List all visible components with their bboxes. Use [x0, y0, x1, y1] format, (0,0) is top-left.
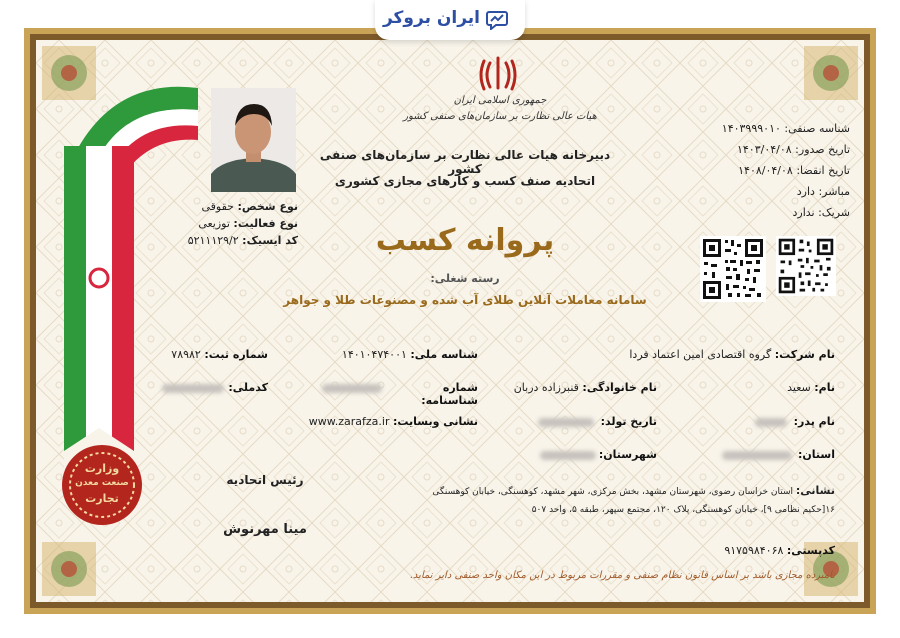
registration-field [160, 348, 268, 361]
chart-bubble-icon [486, 10, 508, 30]
person-type: نوع شخص: حقوقی [201, 200, 298, 213]
address-block [390, 482, 835, 519]
field-label: رسته شغلی: [430, 272, 500, 285]
postal-value: ۹۱۷۵۹۸۴۰۶۸ [724, 544, 784, 557]
registration-value: ۷۸۹۸۲ [171, 348, 201, 361]
person-photo [211, 88, 296, 192]
website-value: www.zarafza.ir [308, 415, 390, 428]
national-id-value: ۱۴۰۱۰۴۷۴۰۰۱ [341, 348, 407, 361]
address-label: نشانی: [795, 484, 835, 497]
company-value: گروه اقتصادی امین اعتماد فردا [629, 348, 772, 361]
company-label: نام شرکت: [774, 348, 835, 361]
page-title: پروانه کسب [375, 223, 555, 258]
brand-tab[interactable] [375, 0, 525, 40]
redacted-city [540, 451, 596, 460]
registration-label: شماره ثبت: [204, 348, 268, 361]
name-value: سعید [787, 381, 811, 394]
postal-field [650, 544, 835, 557]
website-field [300, 415, 478, 428]
corner-ornament [804, 46, 858, 100]
family-label: نام خانوادگی: [582, 381, 657, 394]
national-id-field [330, 348, 478, 361]
signature-name: مینا مهرنوش [223, 522, 307, 537]
meta-block [700, 118, 850, 223]
melli-code-label: کدملی: [228, 381, 268, 394]
postal-label: کدپستی: [786, 544, 835, 557]
province-label: استان: [798, 448, 835, 461]
redacted-father-name [755, 418, 787, 427]
company-field [560, 348, 835, 361]
seal-text [60, 461, 144, 506]
meta-issue-date: تاریخ صدور: ۱۴۰۳/۰۴/۰۸ [736, 143, 850, 156]
family-value: قنبرزاده دربان [513, 381, 579, 394]
iran-emblem-icon [478, 55, 518, 91]
signature-title: رئیس اتحادیه [226, 473, 304, 487]
meta-guild-id: شناسه صنفی: ۱۴۰۳۹۹۹۰۱۰ [721, 122, 850, 135]
redacted-id-number [322, 384, 382, 393]
name-field [760, 381, 835, 394]
seal-line-1: وزارت [84, 462, 120, 475]
union-title: اتحادیه صنف کسب و کارهای مجازی کشوری [334, 174, 596, 188]
address-line-2: ۱۶[حکیم نظامی ۹]، خیابان کوهسنگی، پلاک ۱۲۰، مجتمع سپهر، طبقه ۵، واحد ۵۰۷ [531, 505, 835, 515]
footer-note: نامبرده مجازی باشد بر اساس قانون نظام صنفی و مقررات مربوط در این مکان واحد صنفی دایر نماید. [409, 570, 835, 581]
qr-code[interactable] [700, 236, 766, 302]
brand-name: ایران بروکر [382, 8, 480, 28]
emblem-text [400, 93, 600, 125]
family-field [500, 381, 657, 394]
birth-date-label: تاریخ تولد: [600, 415, 657, 428]
redacted-province [722, 451, 792, 460]
seal-line-3: تجارت [85, 492, 119, 505]
org-title: دبیرخانه هیات عالی نظارت بر سازمان‌های صنفی کشور [319, 148, 611, 176]
seal-line-2: صنعت معدن [75, 478, 129, 488]
meta-agent: مباشر: دارد [796, 185, 850, 198]
website-label: نشانی وبسایت: [392, 415, 478, 428]
city-label: شهرستان: [598, 448, 657, 461]
corner-ornament [42, 542, 96, 596]
redacted-birth-date [538, 418, 594, 427]
meta-partner: شریک: ندارد [792, 206, 850, 219]
qr-code[interactable] [776, 236, 836, 296]
flag-ribbon [58, 78, 208, 468]
person-info [170, 198, 298, 249]
name-label: نام: [814, 381, 835, 394]
emblem-line-1: جمهوری اسلامی ایران [453, 95, 547, 106]
father-label: نام پدر: [793, 415, 835, 428]
address-line-1: نشانی: استان خراسان رضوی، شهرستان مشهد، بخش مرکزی، شهر مشهد، کوهسنگی، خیابان کوهسنگی [432, 484, 835, 497]
field-value: سامانه معاملات آنلاین طلای آب شده و مصنوعات طلا و جواهر [283, 293, 647, 307]
emblem-line-2: هیات عالی نظارت بر سازمان‌های صنفی کشور [403, 111, 597, 122]
redacted-melli-code [162, 384, 224, 393]
id-number-label: شماره شناسنامه: [421, 381, 478, 407]
isic-code: کد ایسیک: ۵۲۱۱۱۲۹/۲ [187, 234, 298, 247]
activity-type: نوع فعالیت: توزیعی [198, 217, 298, 230]
national-id-label: شناسه ملی: [410, 348, 478, 361]
meta-expiry-date: تاریخ انقضا: ۱۴۰۸/۰۴/۰۸ [738, 164, 850, 177]
